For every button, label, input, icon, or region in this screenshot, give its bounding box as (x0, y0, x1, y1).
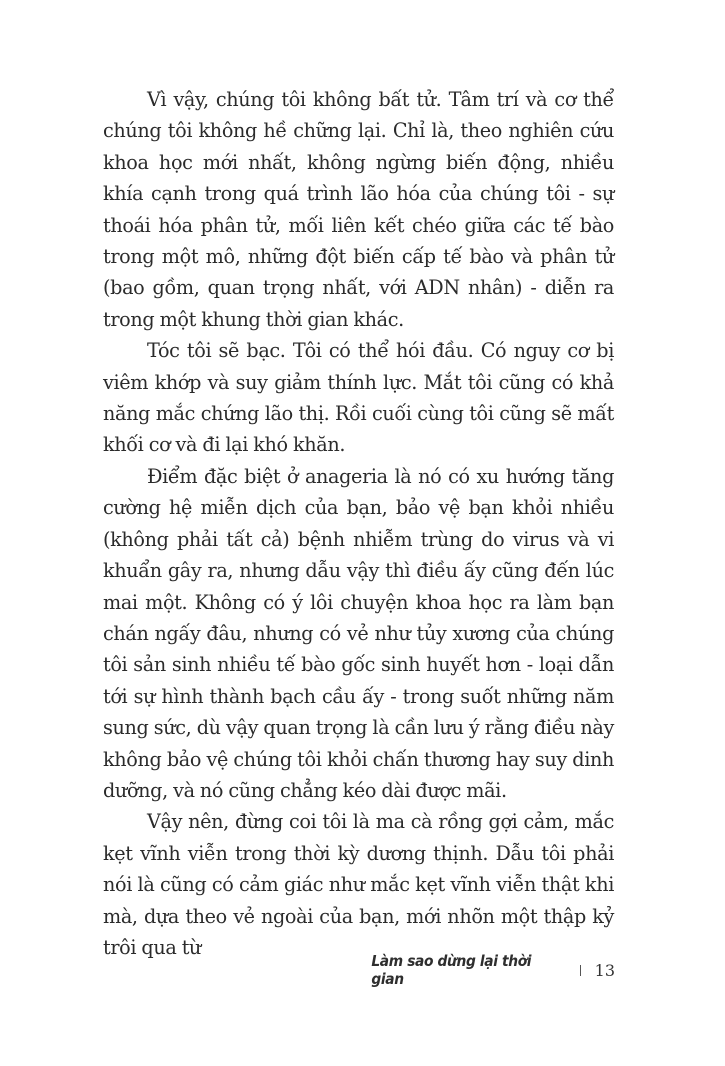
paragraph: Điểm đặc biệt ở anageria là nó có xu hướng tăng cường hệ miễn dịch của bạn, bảo vệ bạn khỏi nhiều (không phải tất cả) bệnh nhiễm trùng do virus và vi khuẩn gây ra, nhưng dẫu vậy thì điều ấy cũng đến lúc mai một. Không có ý lôi chuyện khoa học ra làm bạn chán ngấy đâu, nhưng có vẻ như tủy xương của chúng tôi sản sinh nhiều tế bào gốc sinh huyết hơn - loại dẫn tới sự hình thành bạch cầu ấy - trong suốt những năm sung sức, dù vậy quan trọng là cần lưu ý rằng điều này không bảo vệ chúng tôi khỏi chấn thương hay suy dinh dưỡng, và nó cũng chẳng kéo dài được mãi. (103, 464, 614, 802)
page-body (103, 84, 614, 963)
footer-separator (580, 965, 581, 976)
page-footer (355, 952, 615, 988)
running-title: Làm sao dừng lại thời gian (371, 952, 532, 988)
paragraph: Tóc tôi sẽ bạc. Tôi có thể hói đầu. Có nguy cơ bị viêm khớp và suy giảm thính lực. Mắt tôi cũng có khả năng mắc chứng lão thị. Rồi cuối cùng tôi cũng sẽ mất khối cơ và đi lại khó khăn. (103, 339, 614, 457)
paragraph: Vậy nên, đừng coi tôi là ma cà rồng gợi cảm, mắc kẹt vĩnh viễn trong thời kỳ dương thịnh. Dẫu tôi phải nói là cũng có cảm giác như mắc kẹt vĩnh viễn thật khi mà, dựa theo vẻ ngoài của bạn, mới nhõn một thập kỷ trôi qua từ (103, 810, 614, 959)
paragraph: Vì vậy, chúng tôi không bất tử. Tâm trí và cơ thể chúng tôi không hề chững lại. Chỉ là, theo nghiên cứu khoa học mới nhất, không ngừng biến động, nhiều khía cạnh trong quá trình lão hóa của chúng tôi - sự thoái hóa phân tử, mối liên kết chéo giữa các tế bào trong một mô, những đột biến cấp tế bào và phân tử (bao gồm, quan trọng nhất, với ADN nhân) - diễn ra trong một khung thời gian khác. (103, 88, 614, 331)
page-number: 13 (594, 960, 615, 980)
